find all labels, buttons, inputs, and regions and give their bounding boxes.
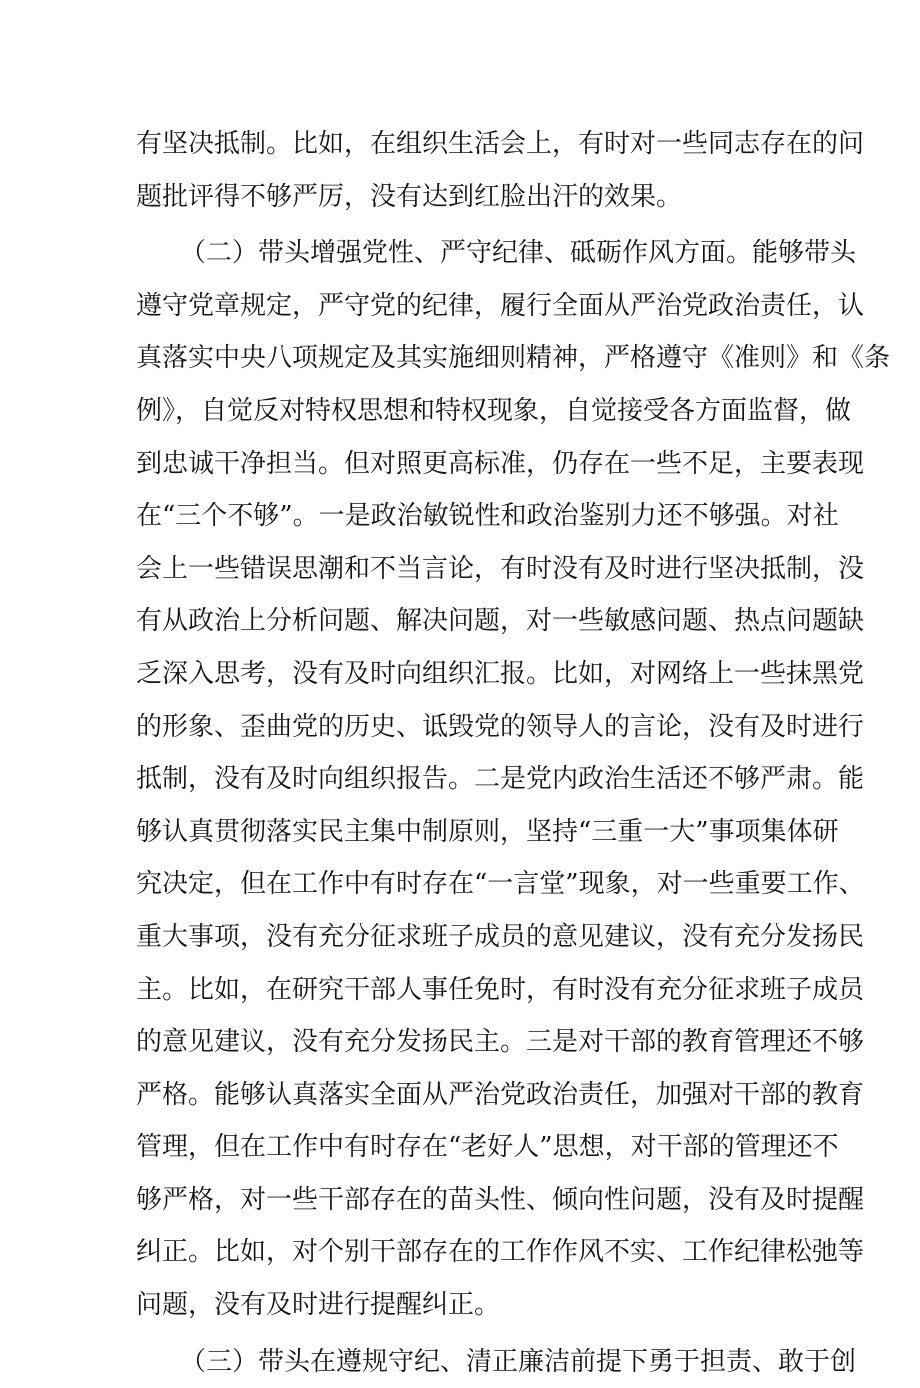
text-line: 严格。能够认真落实全面从严治党政治责任，加强对干部的教育 bbox=[136, 1079, 865, 1110]
paragraph-p2-section-two bbox=[136, 227, 891, 1331]
text-line: 到忠诚干净担当。但对照更高标准，仍存在一些不足，主要表现 bbox=[136, 448, 865, 479]
text-line: 的形象、歪曲党的历史、诋毁党的领导人的言论，没有及时进行 bbox=[136, 711, 865, 742]
text-line: 题批评得不够严厉，没有达到红脸出汗的效果。 bbox=[136, 181, 683, 212]
text-line: 在“三个不够”。一是政治敏锐性和政治鉴别力还不够强。对社 bbox=[136, 501, 839, 532]
text-line: 乏深入思考，没有及时向组织汇报。比如，对网络上一些抹黑党 bbox=[136, 658, 865, 689]
text-line: 有从政治上分析问题、解决问题，对一些敏感问题、热点问题缺 bbox=[136, 606, 865, 637]
paragraph-p1-continuation bbox=[136, 118, 865, 223]
text-line: 究决定，但在工作中有时存在“一言堂”现象，对一些重要工作、 bbox=[136, 869, 865, 900]
text-line: （二）带头增强党性、严守纪律、砥砺作风方面。能够带头 bbox=[180, 238, 857, 269]
text-line: 够认真贯彻落实民主集中制原则，坚持“三重一大”事项集体研 bbox=[136, 816, 839, 847]
text-line: （三）带头在遵规守纪、清正廉洁前提下勇于担责、敢于创 bbox=[180, 1346, 857, 1377]
text-line: 问题，没有及时进行提醒纠正。 bbox=[136, 1290, 501, 1321]
text-line: 有坚决抵制。比如，在组织生活会上，有时对一些同志存在的问 bbox=[136, 129, 865, 159]
text-line: 会上一些错误思潮和不当言论，有时没有及时进行坚决抵制，没 bbox=[136, 553, 865, 584]
body-text bbox=[136, 118, 891, 1388]
text-line: 的意见建议，没有充分发扬民主。三是对干部的教育管理还不够 bbox=[136, 1027, 865, 1058]
text-line: 主。比如，在研究干部人事任免时，有时没有充分征求班子成员 bbox=[136, 974, 865, 1005]
text-line: 管理，但在工作中有时存在“老好人”思想，对干部的管理还不 bbox=[136, 1132, 839, 1163]
text-line: 遵守党章规定，严守党的纪律，履行全面从严治党政治责任，认 bbox=[136, 290, 865, 321]
text-line: 真落实中央八项规定及其实施细则精神，严格遵守《准则》和《条 bbox=[136, 343, 891, 374]
text-line: 例》，自觉反对特权思想和特权现象，自觉接受各方面监督，做 bbox=[136, 395, 852, 426]
text-line: 纠正。比如，对个别干部存在的工作作风不实、工作纪律松弛等 bbox=[136, 1237, 865, 1268]
text-line: 抵制，没有及时向组织报告。二是党内政治生活还不够严肃。能 bbox=[136, 764, 865, 795]
text-line: 够严格，对一些干部存在的苗头性、倾向性问题，没有及时提醒 bbox=[136, 1184, 865, 1215]
text-line: 重大事项，没有充分征求班子成员的意见建议，没有充分发扬民 bbox=[136, 921, 865, 952]
paragraph-p3-section-three bbox=[136, 1336, 857, 1388]
